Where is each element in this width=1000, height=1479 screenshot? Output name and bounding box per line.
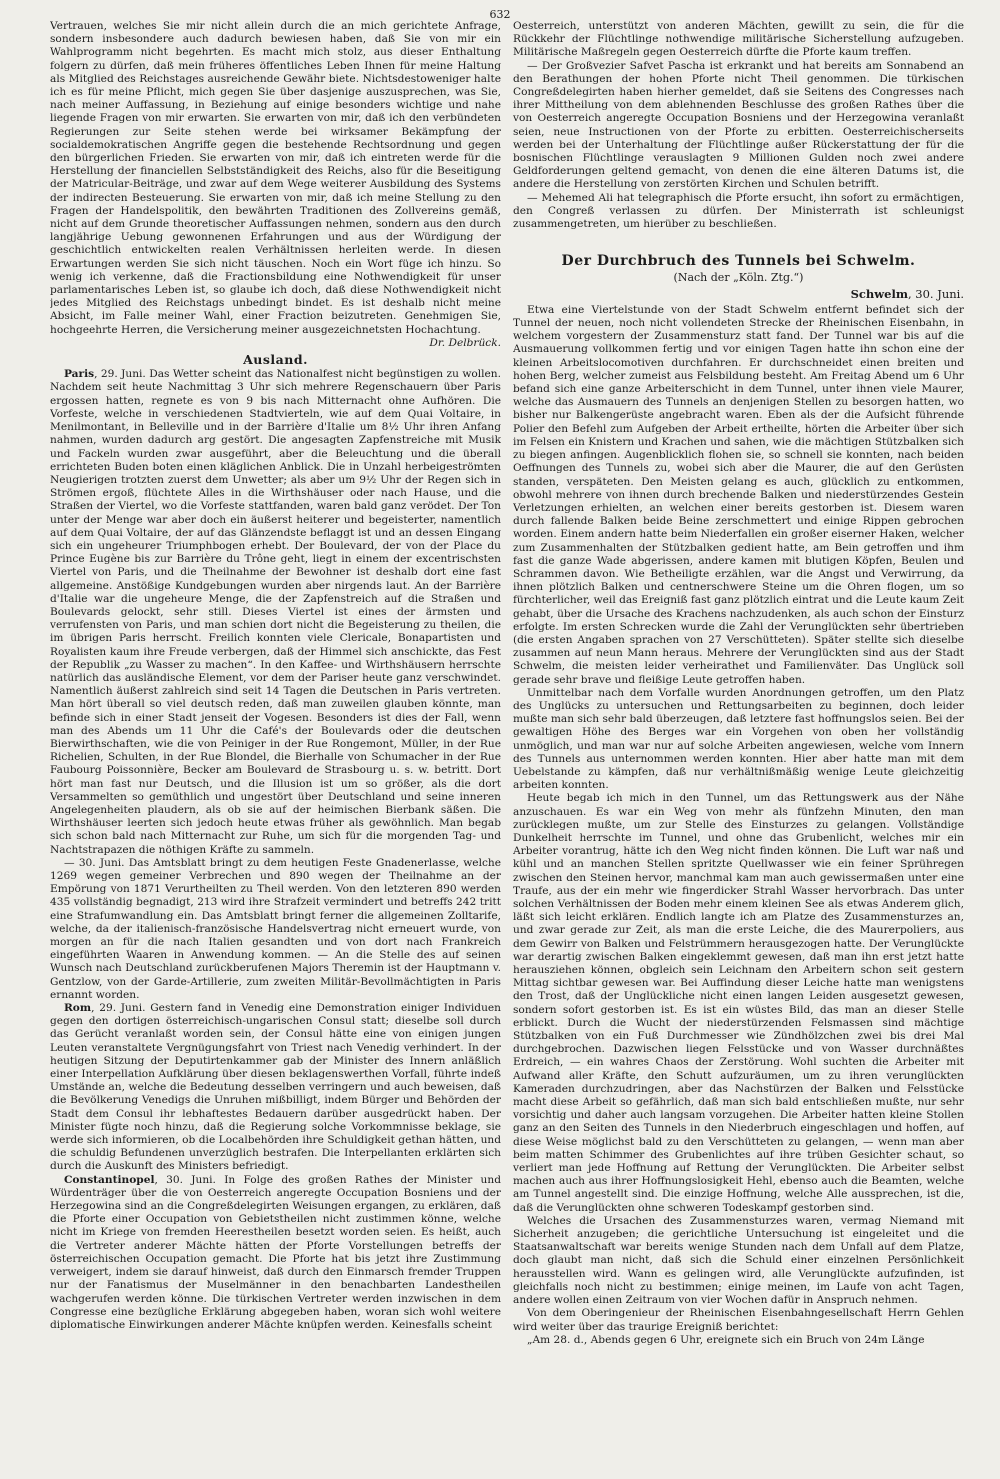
report-text: Gestern fand in Venedig eine Demonstration einiger Individuen gegen den dortigen österreichisch-ungarischen Consul statt; dieselbe soll durch das Gerücht veranlaßt worden sein, der Consul hätte eine von einigen jungen Leuten veranstaltete Vergnügungsfahrt von Triest nach Venedig verhindert. In der heutigen Sitzung der Deputirtenkammer gab der Minister des Innern anläßlich einer Interpellation Aufklärung über diesen beklagenswerthen Vorfall, führte indeß Umstände an, welche die Bedeutung desselben verringern und auch beweisen, daß die Bevölkerung Venedigs die Unruhen mißbilligt, indem Bürger und Behörden der Stadt dem Consul ihr lebhaftestes Bedauern darüber ausgedrückt haben. Der Minister fügte noch hinzu, daß die Regierung solche Vorkommnisse beklage, sie werde sich informieren, ob die Localbehörden ihre Schuldigkeit gethan hätten, und die schuldig Befundenen unverzüglich bestrafen. Die Interpellanten erklärten sich durch die Auskunft des Ministers befriedigt. (50, 1002, 501, 1173)
news-item: — Mehemed Ali hat telegraphisch die Pforte ersucht, ihn sofort zu ermächtigen, den Congreß verlassen zu dürfen. Der Ministerrath ist schleunigst zusammengetreten, um hierüber zu beschließen. (513, 191, 964, 231)
rome-report (50, 1002, 501, 1174)
dateline-date: , 30. Juni. (907, 286, 964, 301)
right-column (513, 20, 964, 1465)
dateline-date: , 29. Juni. (91, 1002, 146, 1015)
article-source: (Nach der „Köln. Ztg.“) (673, 271, 804, 285)
signature: Dr. Delbrück. (429, 336, 501, 349)
article-paragraph: Etwa eine Viertelstunde von der Stadt Schwelm entfernt befindet sich der Tunnel der neuen, noch nicht vollendeten Strecke der Rheinischen Eisenbahn, in welchem vorgestern der Zusammensturz statt fand. Der Tunnel war bis auf die Ausmauerung vollkommen fertig und vor einigen Tagen hatte ihn schon eine der kleinen Arbeitslocomotiven durchfahren. Er durchschneidet einen breiten und hohen Berg, welcher zumeist aus Felsbildung besteht. Am Freitag Abend um 6 Uhr befand sich eine ganze Arbeiterschicht in dem Tunnel, unter ihnen viele Maurer, welche das Ausmauern des Tunnels an denjenigen Stellen zu besorgen hatten, wo bisher nur Balkengerüste angebracht waren. Eben als der die Aufsicht führende Polier den Befehl zum Aufgeben der Arbeit ertheilte, hörten die Arbeiter über sich im Felsen ein Knistern und Krachen und sahen, wie die mächtigen Stützbalken sich zu biegen anfingen. Augenblicklich flohen sie, so schnell sie konnten, nach beiden Oeffnungen des Tunnels zu, wobei sich aber die Maurer, die auf den Gerüsten standen, verspäteten. Den Meisten gelang es auch, glücklich zu entkommen, obwohl mehrere von ihnen durch brechende Balken und niederstürzendes Gestein Verletzungen erhielten, an welchen einer bereits gestorben ist. Diesem waren durch fallende Balken beide Beine zerschmettert und einige Rippen gebrochen worden. Einem andern hatte beim Niederfallen ein großer eiserner Haken, welcher zum Zusammenhalten der Stützbalken gedient hatte, am Bein getroffen und ihm fast die ganze Wade abgerissen, andere kamen mit blutigen Köpfen, Beulen und Schrammen davon. Wie Betheiligte erzählen, war die Angst und Verwirrung, da ihnen plötzlich Balken und centnerschwere Steine um die Ohren flogen, um so fürchterlicher, weil das Ereigniß fast ganz plötzlich eintrat und die Leute kaum Zeit gehabt, über die Ursache des Krachens nachzudenken, als auch schon der Einsturz erfolgte. Im ersten Schrecken wurde die Zahl der Verunglückten sehr übertrieben (die ersten Angaben sprachen von 27 Verschütteten). Später stellte sich dieselbe zusammen auf neun Mann heraus. Mehrere der Verunglückten sind aus der Stadt Schwelm, die meisten leider verheirathet und Familienväter. Das Unglück soll gerade sehr brave und fleißige Leute getroffen haben. (513, 303, 964, 686)
article-paragraph: Von dem Oberingenieur der Rheinischen Eisenbahngesellschaft Herrn Gehlen wird weiter über das traurige Ereigniß berichtet: (513, 1307, 964, 1333)
article-paragraph: Heute begab ich mich in den Tunnel, um das Rettungswerk aus der Nähe anzuschauen. Es war ein Weg von mehr als fünfzehn Minuten, den man zurücklegen mußte, um zur Stelle des Einsturzes zu gelangen. Vollständige Dunkelheit herrschte im Tunnel, und ohne das Grubenlicht, welches mir ein Arbeiter vorantrug, hätte ich den Weg nicht finden können. Die Luft war naß und kühl und an manchen Stellen spritzte Quellwasser wie ein feiner Sprühregen zwischen den Steinen hervor, manchmal kam man auch gewissermaßen unter eine Traufe, aus der ein mehr wie fingerdicker Strahl Wasser hervorbrach. Das unter solchen Verhältnissen der Boden mehr einem kleinen See als etwas Anderem glich, läßt sich leicht erklären. Endlich langte ich am Platze des Zusammensturzes an, und zwar gerade zur Zeit, als man die erste Leiche, die des Maurerpoliers, aus dem Gewirr von Balken und Felstrümmern herausgezogen hatte. Der Verunglückte war derartig zwischen Balken eingeklemmt gewesen, daß man ihn erst jetzt hatte herausziehen können, obgleich sein Leichnam den Arbeitern schon seit gestern Mittag sichtbar gewesen war. Bei Auffindung dieser Leiche hatte man wenigstens den Trost, daß der Unglückliche nicht einen langen Leiden ausgesetzt gewesen, sondern sofort gestorben ist. Es ist ein wüstes Bild, das man an dieser Stelle erblickt. Durch die Wucht der niederstürzenden Felsmassen sind mächtige Stützbalken von ein Fuß Durchmesser wie Zündhölzchen zwei bis drei Mal durchgebrochen. Dazwischen liegen Felsstücke und von Wasser durchnäßtes Erdreich, — ein wahres Chaos der Zerstörung. Wohl suchten die Arbeiter mit Aufwand aller Kräfte, den Schutt aufzuräumen, um zu ihren verunglückten Kameraden durchzudringen, aber das Nachstürzen der Balken und Felsstücke macht diese Arbeit so gefährlich, daß man sich bald entschließen mußte, nur sehr vorsichtig und daher auch langsam vorzugehen. Die Arbeiter hatten kleine Stollen ganz an den Seiten des Tunnels in den Niederbruch eingeschlagen und hoffen, auf diese Weise möglichst bald zu den Verschütteten zu gelangen, — wenn man aber beim matten Schimmer des Grubenlichtes auf ihre trüben Gesichter schaut, so verliert man jede Hoffnung auf Rettung der Verunglückten. Die Arbeiter selbst machen auch aus ihrer Hoffnungslosigkeit Hehl, ebenso auch die Beamten, welche am Tunnel angestellt sind. Die einzige Hoffnung, welche Alle aussprechen, ist die, daß die Verunglückten ohne schweren Todeskampf gestorben sind. (513, 792, 964, 1214)
article-paragraph: Welches die Ursachen des Zusammensturzes waren, vermag Niemand mit Sicherheit anzugeben; die gerichtliche Untersuchung ist eingeleitet und die Staatsanwaltschaft war bereits wenige Stunden nach dem Unfall auf dem Platze, doch glaubt man nicht, daß sich die Schuld einer einzelnen Persönlichkeit herausstellen wird. Wann es gelingen wird, alle Verunglückte aufzufinden, ist gleichfalls noch nicht zu bestimmen; einige meinen, im Laufe von acht Tagen, andere wollen einen Zeitraum von vier Wochen dafür in Anspruch nehmen. (513, 1214, 964, 1307)
dateline-city: Rom (64, 1002, 92, 1015)
section-heading: Ausland. (243, 352, 308, 368)
paris-report-2: — 30. Juni. Das Amtsblatt bringt zu dem heutigen Feste Gnadenerlasse, welche 1269 wegen gemeiner Verbrechen und 890 wegen der Theilnahme an der Empörung von 1871 Verurtheilten zu Theil werden. Von den letzteren 890 werden 435 vollständig begnadigt, 213 wird ihre Strafzeit vermindert und betreffs 242 tritt eine Strafumwandlung ein. Das Amtsblatt bringt ferner die allgemeinen Zolltarife, welche, da der italienisch-französische Handelsvertrag nicht erneuert wurde, von morgen an für die nach Italien gesandten und von dort nach Frankreich eingeführten Waaren in Anwendung kommen. — An die Stelle des auf seinen Wunsch nach Deutschland zurückberufenen Majors Theremin ist der Hauptmann v. Gentzlow, von der Garde-Artillerie, zum zweiten Militär-Bevollmächtigten in Paris ernannt worden. (50, 856, 501, 1001)
dateline-city: Constantinopel (64, 1173, 155, 1186)
article-paragraph: „Am 28. d., Abends gegen 6 Uhr, ereignete sich ein Bruch von 24m Länge (527, 1333, 925, 1346)
report-text: Das Wetter scheint das Nationalfest nicht begünstigen zu wollen. Nachdem seit heute Nachmittag 3 Uhr sich mehrere Regenschauern über Paris ergossen hatten, regnete es von 9 bis nach Mitternacht ohne Aufhören. Die Vorfeste, welche in verschiedenen Stadtvierteln, wie auf dem Quai Voltaire, in Menilmontant, in Belleville und in der Barrière d'Italie um 8½ Uhr ihren Anfang nahmen, wurden dadurch arg gestört. Die angesagten Zapfenstreiche mit Musik und Fackeln wurden zwar ausgeführt, aber die Beleuchtung und die überall errichteten Buden boten einen kläglichen Anblick. Die in Unzahl herbeigeströmten Neugierigen trotzten zuerst dem Unwetter; als aber um 9½ Uhr der Regen sich in Strömen ergoß, flüchtete Alles in die Wirthshäuser oder nach Hause, und die Straßen der Viertel, wo die Vorfeste stattfanden, waren bald ganz verödet. Der Ton unter der Menge war aber doch ein äußerst heiterer und begeisterter, namentlich auf dem Quai Voltaire, der auf das Glänzendste beflaggt ist und an dessen Eingang sich ein ungeheurer Triumphbogen erhebt. Der Boulevard, der von der Place du Prince Eugène bis zur Barrière du Trône geht, liegt in einem der excentrischsten Viertel von Paris, und die Theilnahme der Bewohner ist deshalb dort eine fast allgemeine. Anstößige Kundgebungen wurden aber nirgends laut. An der Barrière d'Italie war die ungeheure Menge, die der Zapfenstreich auf die Straßen und Boulevards gelockt, sehr still. Dieses Viertel ist eines der ärmsten und verrufensten von Paris, und man schien dort nicht die Begeisterung zu theilen, die im übrigen Paris herrscht. Freilich konnten viele Clericale, Bonapartisten und Royalisten kaum ihre Freude verbergen, daß der Himmel sich anschickte, das Fest der Republik „zu Wasser zu machen“. In den Kaffee- und Wirthshäusern herrschte natürlich das ausländische Element, vor dem der Pariser heute ganz verschwindet. Namentlich äußerst zahlreich sind seit 14 Tagen die Deutschen in Paris vertreten. Man hört überall so viel deutsch reden, daß man zuweilen glauben könnte, man befinde sich in einer Stadt jenseit der Vogesen. Besonders ist dies der Fall, wenn man des Abends um 11 Uhr die Café's der Boulevards oder die deutschen Bierwirthschaften, wie die von Peiniger in der Rue Rongemont, Müller, in der Rue Richelien, Schulten, in der Rue Blondel, die Bierhalle von Schumacher in der Rue Faubourg Poissonnière, Becker am Boulevard de Strasbourg u. s. w. betritt. Dort hört man fast nur Deutsch, und die Illusion ist um so größer, als die dort Versammelten so gemüthlich und ungestört über Deutschland und seine inneren Angelegenheiten plaudern, als ob sie auf der heimischen Bierbank säßen. Die Wirthshäuser leerten sich jedoch heute etwas früher als gewöhnlich. Man begab sich schon bald nach Mitternacht zur Ruhe, um sich für die morgenden Tag- und Nachtstrapazen die nöthigen Kräfte zu sammeln. (50, 368, 501, 856)
constantinople-continued: Oesterreich, unterstützt von anderen Mächten, gewillt zu sein, die für die Rückkehr der Flüchtlinge nothwendige militärische Sicherstellung aufzugeben. Militärische Maßregeln gegen Oesterreich dürfte die Pforte kaum treffen. (513, 20, 964, 59)
constantinople-report (50, 1174, 501, 1332)
article-title: Der Durchbruch des Tunnels bei Schwelm. (561, 253, 916, 270)
dateline-city: Schwelm (850, 286, 908, 301)
dateline-city: Paris (64, 368, 95, 381)
dateline-date: , 30. Juni. (154, 1173, 216, 1186)
article-paragraph: Unmittelbar nach dem Vorfalle wurden Anordnungen getroffen, um den Platz des Unglücks zu untersuchen und Rettungsarbeiten zu beginnen, doch leider mußte man sich sehr bald überzeugen, daß letztere fast hoffnungslos seien. Bei der gewaltigen Höhe des Berges war ein Vorgehen von oben her vollständig unmöglich, und man war nur auf solche Arbeiten angewiesen, welche vom Innern des Tunnels aus unternommen werden konnten. Hier aber hatte man mit dem Uebelstande zu kämpfen, daß nur verhältnißmäßig wenige Leute gleichzeitig arbeiten konnten. (513, 686, 964, 792)
letter-paragraph: Vertrauen, welches Sie mir nicht allein durch die an mich gerichtete Anfrage, sondern insbesondere auch dadurch bewiesen haben, daß Sie von mir ein Wahlprogramm nicht begehrten. Es macht mich stolz, aus dieser Enthaltung folgern zu dürfen, daß mein früheres öffentliches Leben Ihnen für meine Haltung als Mitglied des Reichstages ausreichende Gewähr biete. Nichtsdestoweniger halte ich es für meine Pflicht, mich gegen Sie über dasjenige auszusprechen, was Sie, nach meiner Auffassung, in Beziehung auf einige besonders wichtige und nahe liegende Fragen von mir erwarten. Sie erwarten von mir, daß ich den verbündeten Regierungen zur Seite stehen werde bei wirksamer Bekämpfung der socialdemokratischen Angriffe gegen die bestehende Rechtsordnung und gegen den bürgerlichen Frieden. Sie erwarten von mir, daß ich eintreten werde für die Herstellung der financiellen Selbstständigkeit des Reichs, also für die Beseitigung der Matricular-Beiträge, und zwar auf dem Wege weiterer Ausbildung des Systems der indirecten Besteuerung. Sie erwarten von mir, daß ich meine Stellung zu den Fragen der Handelspolitik, den bewährten Traditionen des Zollvereins gemäß, nicht auf dem Grunde theoretischer Auffassungen nehmen, sondern aus den durch langjährige Uebung gewonnenen Erfahrungen und aus der Würdigung der geschichtlich entwickelten realen Verhältnissen herleiten werde. In diesen Erwartungen werden Sie sich nicht täuschen. Noch ein Wort füge ich hinzu. So wenig ich verkenne, daß die Fractionsbildung eine Nothwendigkeit für unser parlamentarisches Leben ist, so glaube ich doch, daß diese Nothwendigkeit nicht jedes Mitglied des Reichstags unbedingt bindet. Es ist deshalb nicht meine Absicht, im Falle meiner Wahl, einer Fraction beizutreten. Genehmigen Sie, hochgeehrte Herren, die Versicherung meiner ausgezeichnetsten Hochachtung. (50, 20, 501, 336)
report-text: In Folge des großen Rathes der Minister und Würdenträger über die von Oesterreich angeregte Occupation Bosniens und der Herzegowina sind an die Congreßdelegirten Weisungen ergangen, zu erklären, daß die Pforte einer Occupation von Gebietstheilen nicht zustimmen könne, welche nicht im Kriege von fremden Heerestheilen besetzt worden seien. Es heißt, auch die Vertreter anderer Mächte hätten der Pforte Vorstellungen betreffs der österreichischen Occupation gemacht. Die Pforte hat bis jetzt ihre Zustimmung verweigert, indem sie darauf hinweist, daß durch den Einmarsch fremder Truppen nur der Fanatismus der Muselmänner in den benachbarten Landestheilen wachgerufen werden könne. Die türkischen Vertreter werden inzwischen in dem Congresse eine bezügliche Erklärung abgegeben haben, woran sich wohl weitere diplomatische Einwirkungen anderer Mächte knüpfen werden. Keinesfalls scheint (50, 1173, 501, 1331)
article-dateline (513, 288, 964, 301)
dateline-date: , 29. Juni. (94, 368, 146, 381)
paris-report (50, 368, 501, 857)
page-number: 632 (489, 8, 511, 21)
news-item: — Der Großvezier Safvet Pascha ist erkrankt und hat bereits am Sonnabend an den Berathungen der hohen Pforte nicht Theil genommen. Die türkischen Congreßdelegirten haben hierher gemeldet, daß sie Seitens des Congresses nach ihrer Mittheilung von dem ablehnenden Beschlusse des großen Rathes über die von Oesterreich angeregte Occupation Bosniens und der Herzegowina veranlaßt seien, neue Instructionen von der Pforte zu erbitten. Oesterreichischerseits werden bei der Unterhaltung der Flüchtlinge außer Rückerstattung der für die bosnischen Flüchtlinge verauslagten 9 Millionen Gulden noch zwei andere Geldforderungen geltend gemacht, von denen die eine älteren Datums ist, die andere die Herstellung von zerstörten Kirchen und Schulen betrifft. (513, 59, 964, 191)
left-column (50, 20, 501, 1465)
